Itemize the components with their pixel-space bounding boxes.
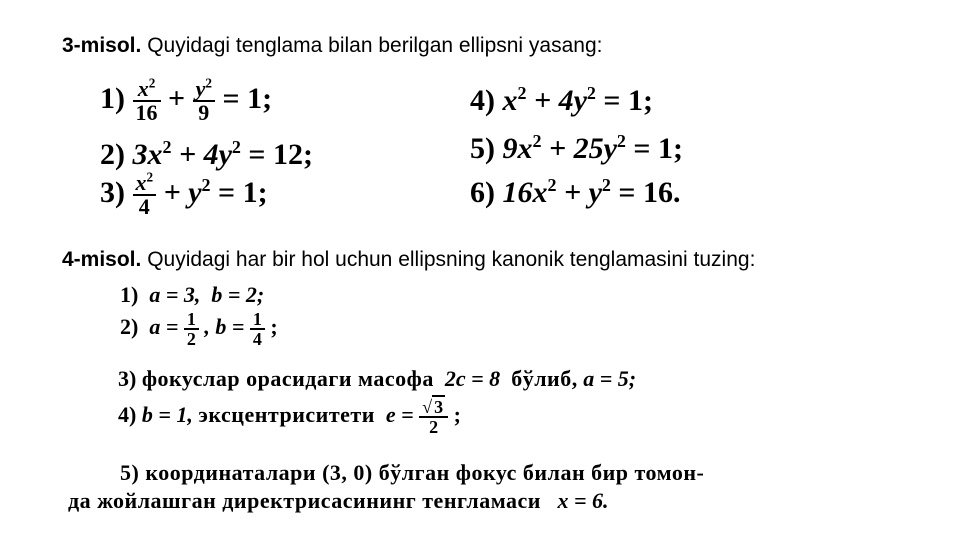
ex4-item-2: 2) a = $\frac{1}{2}$ , b = $\frac{1}{4}$ ; xyxy=(120,309,278,349)
equation-rhs: = 1; xyxy=(222,81,273,115)
fraction: $\frac{1}{4}$ xyxy=(250,310,265,348)
ex4-item-3: 3) фокуслар орасидаги масофа 2c = 8 бўлиб, a = 5; xyxy=(118,366,637,391)
fraction: $\frac{x^2}{4}$ xyxy=(133,172,157,218)
example-3-text: Quyidagi tenglama bilan berilgan ellipsni yasang: xyxy=(147,34,603,57)
ex3-item-5: 5) $9x^2 + 25y^2 = 1$; xyxy=(470,131,684,165)
ex4-item-1: 1) a = 3, b = 2; xyxy=(120,282,265,307)
fraction: $\frac{y^2}{9}$ xyxy=(193,78,215,124)
ex4-item-5-line-1: 5) координаталари (3, 0) бўлган фокус билан бир томон- xyxy=(120,460,705,485)
example-3-heading xyxy=(62,34,603,58)
fraction: $\frac{√ 3}{2}$ xyxy=(419,398,448,436)
example-4-text: Quyidagi har bir hol uchun ellipsning kanonik tenglamasini tuzing: xyxy=(147,248,756,271)
ex3-item-4: 4) $x^2 + 4y^2 = 1$; xyxy=(470,83,654,117)
fraction: $\frac{x^2}{16}$ xyxy=(133,78,161,124)
fraction: $\frac{1}{2}$ xyxy=(184,310,199,348)
ex3-item-3: 3) $\frac{x^2}{4}$ + $y^2 = 1$; xyxy=(100,169,268,219)
ex3-item-6: 6) $16x^2 + y^2 = 16$. xyxy=(470,175,681,209)
example-4-label: 4-misol. xyxy=(62,248,142,271)
ex4-item-4: 4) b = 1, эксцентриситети e = $\frac{√ 3}{2}$ ; xyxy=(118,397,461,437)
example-4-heading xyxy=(62,248,755,272)
sqrt: √ 3 xyxy=(422,397,444,417)
item-number: 1) xyxy=(100,81,125,115)
ex3-item-1: 1) $\frac{x^2}{16}$ + $\frac{y^2}{9}$ = 1; xyxy=(100,75,273,125)
ex4-item-5-line-2: да жойлашган директрисасининг тенгламаси x = 6. xyxy=(68,488,609,513)
example-3-label: 3-misol. xyxy=(62,34,142,57)
ex3-item-2: 2) $3x^2 + 4y^2 = 12$; xyxy=(100,137,314,171)
